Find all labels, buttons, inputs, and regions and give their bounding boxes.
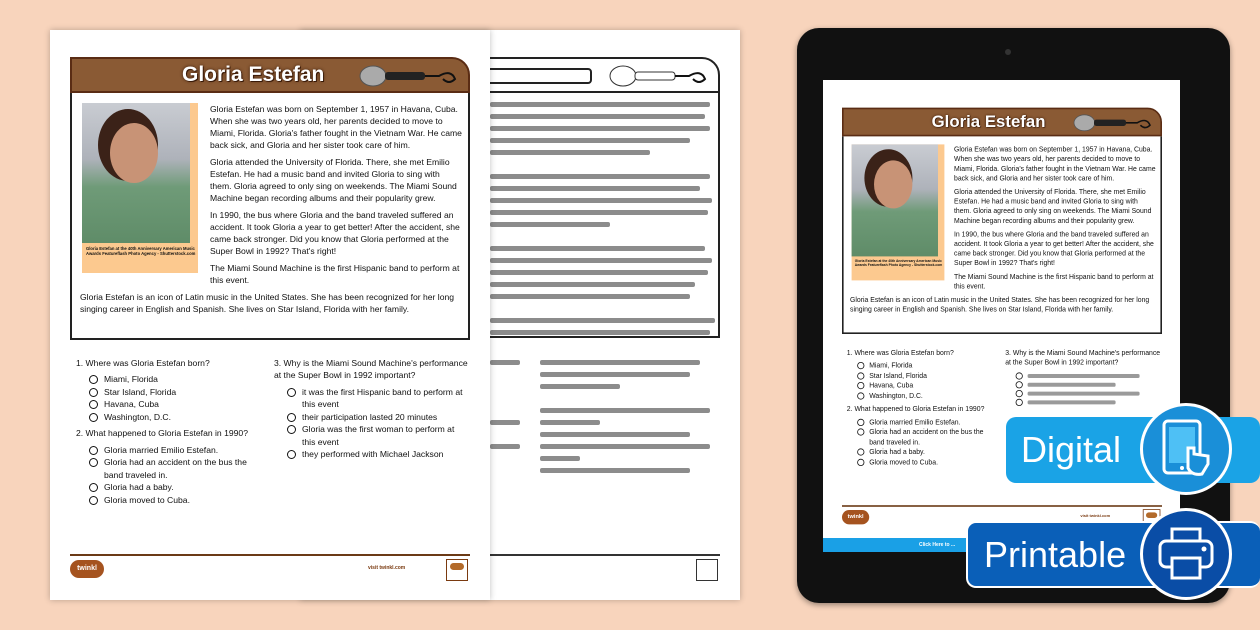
microphone-icon [609,65,709,87]
photo-caption: Gloria Estefan at the 40th Anniversary American Music Awards Featureflash Photo Agency - Shutterstock.com [86,246,196,257]
option-label: Washington, D.C. [104,411,172,422]
printable-label: Printable [984,533,1127,575]
radio-button[interactable] [857,448,864,455]
radio-button[interactable] [89,388,98,397]
photo-caption: Gloria Estefan at the 40th Anniversary American Music Awards Featureflash Photo Agency - Shutterstock.com [854,258,943,268]
answer-option[interactable] [857,391,999,401]
question-text: 1. Where was Gloria Estefan born? [846,348,954,357]
radio-button[interactable] [857,382,864,389]
answer-option[interactable] [89,444,266,456]
option-label: it was the first Hispanic band to perform at this event [302,386,463,410]
text-line-placeholder [490,246,705,251]
radio-button[interactable] [89,446,98,455]
radio-button[interactable] [287,388,296,397]
text-line-placeholder [1028,392,1140,396]
questions-column-2 [274,357,470,506]
reading-passage [70,93,470,340]
text-line-placeholder [490,420,520,425]
option-label: Washington, D.C. [869,391,923,400]
answer-option[interactable] [857,381,999,391]
worksheet-header [842,108,1162,137]
option-label: Gloria moved to Cuba. [869,457,938,466]
radio-button[interactable] [89,375,98,384]
visit-link[interactable]: visit twinkl.com [1080,514,1111,519]
radio-button[interactable] [857,362,864,369]
microphone-icon [359,65,459,87]
option-label: Gloria had a baby. [869,447,925,456]
text-line-placeholder [540,468,690,473]
camera-icon [1005,49,1011,55]
worksheet-page-color [50,30,490,600]
worksheet-title: Gloria Estefan [931,112,1046,131]
text-line-placeholder [540,384,620,389]
answer-option[interactable] [1016,388,1162,397]
questions-column-1 [76,357,266,506]
text-line-placeholder [490,222,610,227]
text-line-placeholder [540,408,710,413]
text-line-placeholder [540,432,690,437]
text-line-placeholder [490,198,712,203]
paragraph: The Miami Sound Machine is the first Hispanic band to perform at this event. [210,263,460,286]
twinkl-logo: twinkl [70,560,104,578]
option-label: Miami, Florida [104,374,158,385]
text-line-placeholder [490,210,708,215]
paragraph: In 1990, the bus where Gloria and the band traveled suffered an accident. It took Gloria a year to get better! After the accident, she came back stronger. Did you know that Gloria performed at the Super Bowl in 1992? That's right! [210,210,460,257]
radio-button[interactable] [857,392,864,399]
option-label: Gloria had an accident on the bus the band traveled in. [104,457,247,480]
option-label: Gloria was the first woman to perform at this event [302,424,455,447]
photo-frame [82,103,198,273]
radio-button[interactable] [287,425,296,434]
text-line-placeholder [490,126,710,131]
worksheet-header [70,57,470,93]
text-line-placeholder [490,174,710,179]
answer-option[interactable] [857,447,999,457]
text-line-placeholder [490,360,520,365]
option-label: Havana, Cuba [869,381,914,390]
text-line-placeholder [490,318,715,323]
radio-button[interactable] [89,400,98,409]
radio-button[interactable] [857,419,864,426]
radio-button[interactable] [857,458,864,465]
radio-button[interactable] [857,372,864,379]
text-line-placeholder [490,282,695,287]
answer-option[interactable] [1016,380,1162,389]
answer-option[interactable] [857,371,999,381]
answer-option[interactable] [89,456,266,481]
text-line-placeholder [490,258,712,263]
footer-divider [842,505,1162,507]
answer-option[interactable] [89,373,266,385]
text-line-placeholder [490,330,710,335]
reading-passage [842,136,1162,334]
bw-question-lines [490,360,520,480]
option-label: Star Island, Florida [104,386,177,397]
radio-button[interactable] [89,496,98,505]
visit-link[interactable]: visit twinkl.com [368,565,406,571]
radio-button[interactable] [287,450,296,459]
option-label: Gloria had a baby. [104,482,174,493]
radio-button[interactable] [89,483,98,492]
answer-option[interactable] [287,448,470,460]
question-text: 2. What happened to Gloria Estefan in 1990? [846,404,985,413]
click-here-label[interactable]: Click Here to ... [919,542,956,548]
text-line-placeholder [490,444,520,449]
answer-option[interactable] [287,423,470,448]
option-label: Havana, Cuba [104,399,159,410]
paragraph: The Miami Sound Machine is the first Hispanic band to perform at this event. [954,272,1154,291]
twinkl-logo: twinkl [842,510,869,524]
questions-column-1 [847,348,999,467]
radio-button[interactable] [89,458,98,467]
text-line-placeholder [490,270,708,275]
worksheet [50,30,490,600]
answer-option[interactable] [857,457,999,467]
answer-option[interactable] [287,386,470,411]
paragraph: Gloria Estefan is an icon of Latin music in the United States. She has been recognized for her long singing career in English and Spanish. She lives on Star Island, Florida with her family. [80,292,455,315]
answer-option[interactable] [1016,397,1162,406]
printer-icon [1140,508,1232,600]
text-line-placeholder [490,150,650,155]
text-line-placeholder [490,294,690,299]
paragraph: Gloria Estefan was born on September 1, 1957 in Havana, Cuba. When she was two years old, her parents decided to move to Miami, Florida. Gloria's father fought in the Vietnam War. He came back sick, and Gloria and her sister took care of him. [954,145,1156,183]
answer-option[interactable] [89,494,266,506]
text-line-placeholder [490,102,710,107]
option-label: Gloria moved to Cuba. [104,494,190,505]
text-line-placeholder [540,360,700,365]
question-text: 1. Where was Gloria Estefan born? [76,358,210,368]
answer-option[interactable] [287,411,470,423]
paragraph: Gloria attended the University of Florida. There, she met Emilio Estefan. He had a music band and invited Gloria to sing with them. Gloria agreed to only sing on weekends. The Miami Sound Machine began recording albums and their popularity grew. [210,157,457,204]
answer-option[interactable] [857,417,999,427]
paragraph: Gloria Estefan is an icon of Latin music in the United States. She has been recognized for her long singing career in English and Spanish. She lives on Star Island, Florida with her family. [850,295,1150,314]
question-text: 2. What happened to Gloria Estefan in 1990? [76,428,248,439]
gloria-estefan-photo [852,144,938,256]
paragraph: Gloria Estefan was born on September 1, 1957 in Havana, Cuba. When she was two years old, her parents decided to move to Miami, Florida. Gloria's father fought in the Vietnam War. He came back sick, and Gloria and her sister took care of him. [210,104,462,151]
text-line-placeholder [540,444,710,449]
gloria-estefan-photo [82,103,190,243]
option-label: Star Island, Florida [869,371,927,380]
text-line-placeholder [1028,400,1116,404]
photo-frame [852,144,945,280]
option-label: they performed with Michael Jackson [302,449,444,460]
question-text: 3. Why is the Miami Sound Machine's performance at the Super Bowl in 1992 important? [274,358,468,381]
text-line-placeholder [540,420,600,425]
text-line-placeholder [490,138,690,143]
text-line-placeholder [1028,383,1116,387]
radio-button[interactable] [1016,390,1023,397]
text-line-placeholder [490,114,705,119]
answer-option[interactable] [89,411,266,423]
answer-option[interactable] [857,361,999,371]
text-line-placeholder [1028,374,1140,378]
bw-question-lines [540,360,710,480]
option-label: Gloria had an accident on the bus the band traveled in. [869,427,984,446]
worksheet-title: Gloria Estefan [182,63,325,86]
option-label: Miami, Florida [869,361,913,370]
digital-label: Digital [1021,429,1122,470]
question-text: 3. Why is the Miami Sound Machine's performance at the Super Bowl in 1992 important? [1005,348,1161,367]
radio-button[interactable] [287,413,296,422]
radio-button[interactable] [857,429,864,436]
quality-badge-icon [446,559,468,581]
bw-badge-icon [696,559,718,581]
radio-button[interactable] [1016,399,1023,406]
bw-passage-lines [490,102,715,342]
answer-option[interactable] [89,398,266,410]
microphone-icon [1073,114,1153,132]
text-line-placeholder [540,372,690,377]
option-label: Gloria married Emilio Estefan. [104,444,219,455]
tablet-touch-icon [1140,403,1232,495]
text-line-placeholder [540,456,580,461]
text-line-placeholder [490,186,700,191]
answer-option[interactable] [1016,371,1162,380]
answer-option[interactable] [857,427,999,447]
questions [70,357,470,506]
radio-button[interactable] [89,413,98,422]
paragraph: In 1990, the bus where Gloria and the band traveled suffered an accident. It took Gloria a year to get better! After the accident, she came back stronger. Did you know that Gloria performed at the Super Bowl in 1992? That's right! [954,230,1154,268]
paragraph: Gloria attended the University of Florida. There, she met Emilio Estefan. He had a music band and invited Gloria to sing with them. Gloria agreed to only sing on weekends. The Miami Sound Machine began recording albums and their popularity grew. [954,187,1152,225]
radio-button[interactable] [1016,372,1023,379]
option-label: Gloria married Emilio Estefan. [869,417,961,426]
footer-divider [70,554,470,556]
answer-option[interactable] [89,386,266,398]
option-label: their participation lasted 20 minutes [302,411,438,422]
radio-button[interactable] [1016,381,1023,388]
answer-option[interactable] [89,481,266,493]
